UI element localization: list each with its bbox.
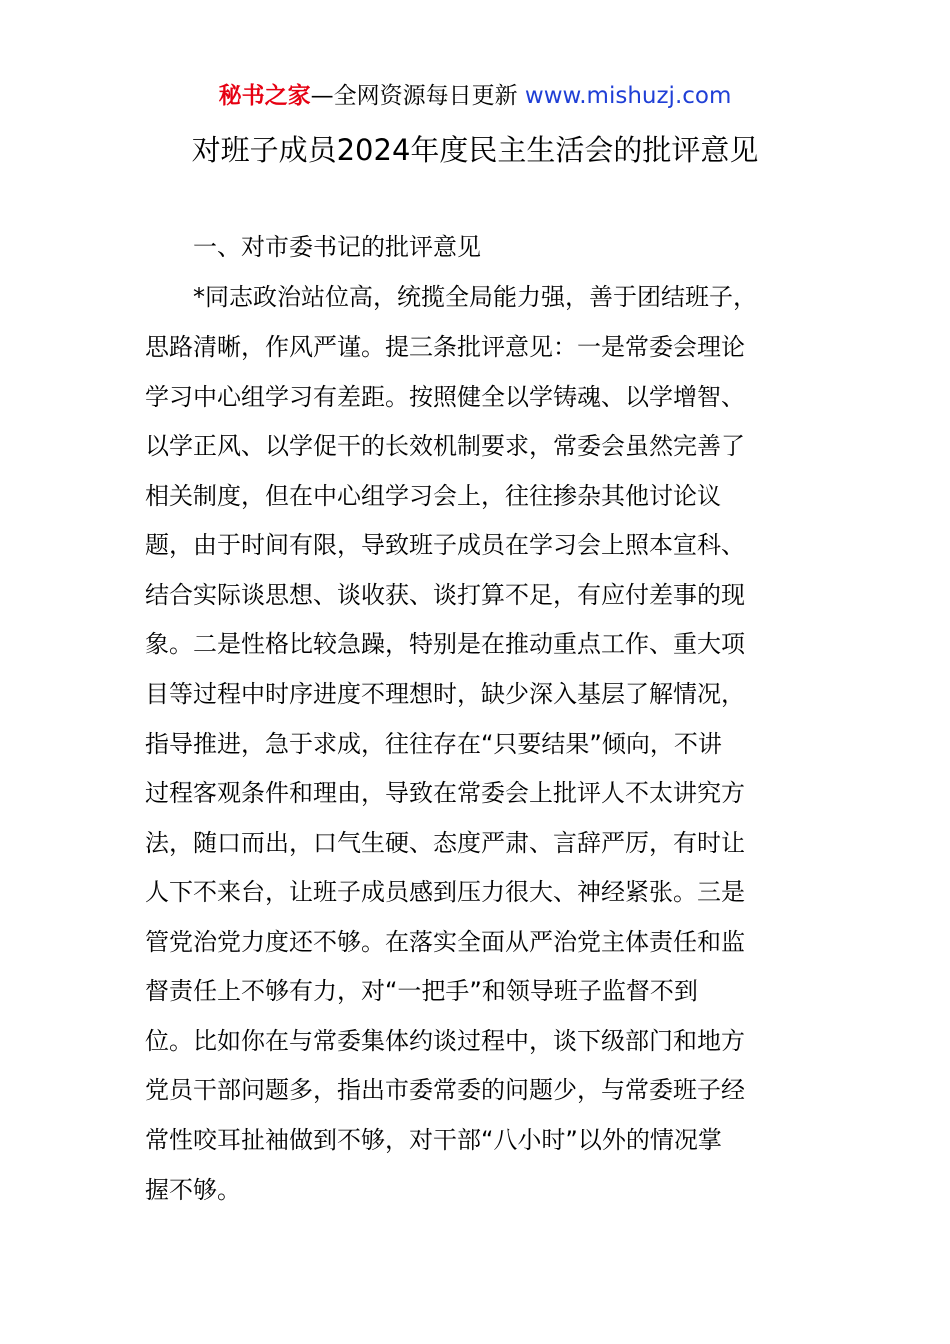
- header-tagline: —全网资源每日更新: [310, 83, 525, 109]
- brand-name: 秘书之家: [218, 83, 311, 109]
- site-url-link[interactable]: www.mishuzj.com: [524, 83, 732, 109]
- paragraph-line: 督责任上不够有力，对“一把手”和领导班子监督不到: [145, 977, 698, 1005]
- paragraph-line: 目等过程中时序进度不理想时，缺少深入基层了解情况，: [145, 680, 745, 708]
- paragraph-line: 管党治党力度还不够。在落实全面从严治党主体责任和监: [145, 928, 745, 956]
- document-title: 对班子成员2024年度民主生活会的批评意见: [191, 133, 759, 167]
- paragraph-line: 党员干部问题多，指出市委常委的问题少，与常委班子经: [145, 1076, 745, 1104]
- paragraph-line: 常性咬耳扯袖做到不够，对干部“八小时”以外的情况掌: [145, 1126, 722, 1154]
- paragraph-line: 握不够。: [145, 1176, 241, 1204]
- paragraph-line: 象。二是性格比较急躁，特别是在推动重点工作、重大项: [145, 630, 745, 658]
- site-header: [0, 80, 950, 112]
- paragraph-line: 以学正风、以学促干的长效机制要求，常委会虽然完善了: [145, 432, 745, 460]
- section-heading: 一、对市委书记的批评意见: [193, 233, 481, 261]
- paragraph-line: 指导推进，急于求成，往往存在“只要结果”倾向，不讲: [145, 730, 722, 758]
- paragraph-line: 过程客观条件和理由，导致在常委会上批评人不太讲究方: [145, 779, 745, 807]
- paragraph-line: *同志政治站位高，统揽全局能力强，善于团结班子，: [193, 283, 757, 311]
- paragraph-line: 位。比如你在与常委集体约谈过程中，谈下级部门和地方: [145, 1027, 745, 1055]
- paragraph-line: 结合实际谈思想、谈收获、谈打算不足，有应付差事的现: [145, 581, 745, 609]
- paragraph-line: 法，随口而出，口气生硬、态度严肃、言辞严厉，有时让: [145, 829, 745, 857]
- paragraph-line: 相关制度，但在中心组学习会上，往往掺杂其他讨论议: [145, 482, 721, 510]
- paragraph-line: 题，由于时间有限，导致班子成员在学习会上照本宣科、: [145, 531, 745, 559]
- paragraph-line: 人下不来台，让班子成员感到压力很大、神经紧张。三是: [145, 878, 745, 906]
- paragraph-line: 学习中心组学习有差距。按照健全以学铸魂、以学增智、: [145, 383, 745, 411]
- paragraph-line: 思路清晰，作风严谨。提三条批评意见：一是常委会理论: [145, 333, 745, 361]
